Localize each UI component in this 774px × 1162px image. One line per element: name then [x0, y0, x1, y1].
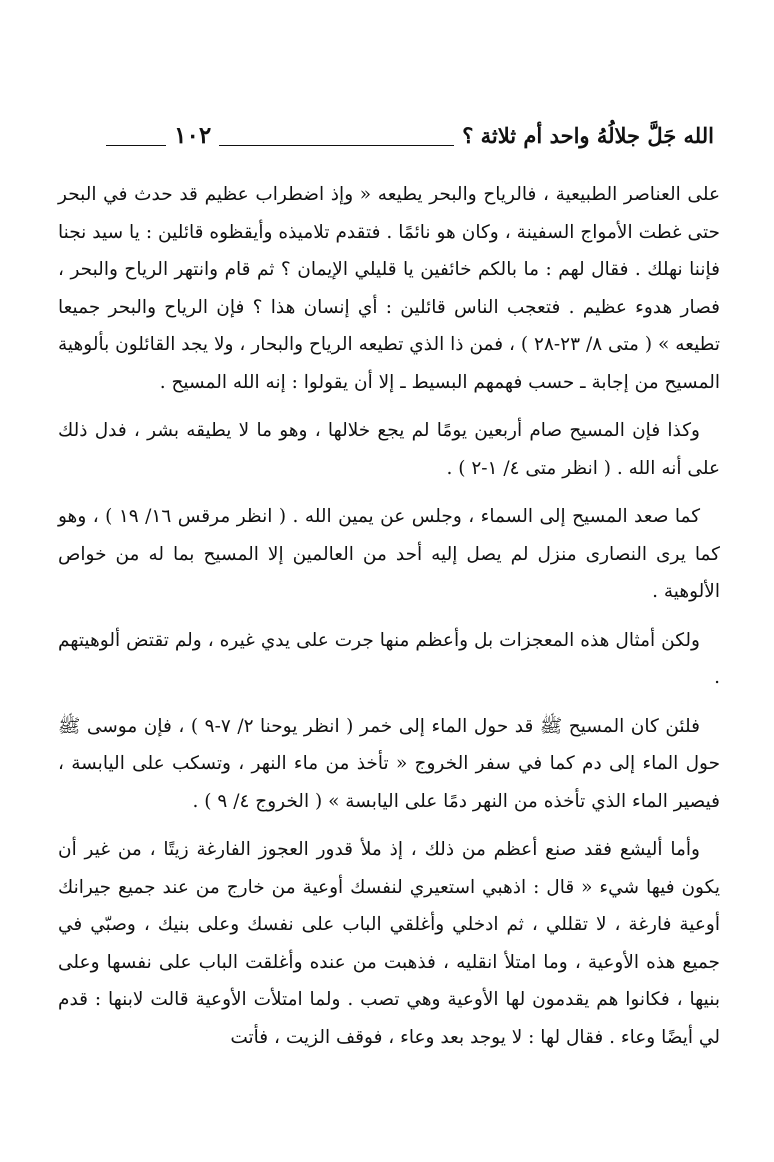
paragraph: ولكن أمثال هذه المعجزات بل وأعظم منها جرت على يدي غيره ، ولم تقتض ألوهيتهم . [58, 629, 720, 688]
paragraph: وأما أليشع فقد صنع أعظم من ذلك ، إذ ملأ قدور العجوز الفارغة زيتًا ، من غير أن يكون فيها شيء « قال : اذهبي استعيري لنفسك أوعية من خارج من عند جميع جيرانك أوعية فارغة ، لا تقللي ، ثم ادخلي وأغلقي الباب على نفسك وعلى بنيك ، وصبّي في جميع هذه الأوعية ، وما امتلأ انقليه ، فذهبت من عنده وأغلقت الباب على نفسها وعلى بنيها ، فكانوا هم يقدمون لها الأوعية وهي تصب . ولما امتلأت الأوعية قالت لابنها : قدم لي أيضًا وعاء . فقال لها : لا يوجد بعد وعاء ، فوقف الزيت ، فأتت [58, 839, 720, 1048]
paragraph: كما صعد المسيح إلى السماء ، وجلس عن يمين الله . ( انظر مرقس ١٦/ ١٩ ) ، وهو كما يرى النصارى منزل لم يصل إليه أحد من العالمين إلا المسيح بما له من خواص الألوهية . [58, 506, 720, 602]
body-text [58, 176, 720, 1067]
header-rule-short [106, 145, 166, 146]
header-rule [219, 145, 454, 146]
running-header [62, 118, 714, 152]
paragraph: وكذا فإن المسيح صام أربعين يومًا لم يجع خلالها ، وهو ما لا يطيقه بشر ، فدل ذلك على أنه الله . ( انظر متى ٤/ ١-٢ ) . [58, 420, 720, 479]
running-title: الله جَلَّ جلالُهُ واحد أم ثلاثة ؟ [462, 122, 714, 148]
paragraph: فلئن كان المسيح ﷺ قد حول الماء إلى خمر ( انظر يوحنا ٢/ ٧-٩ ) ، فإن موسى ﷺ حول الماء إلى دم كما في سفر الخروج « تأخذ من ماء النهر ، وتسكب على اليابسة ، فيصير الماء الذي تأخذه من النهر دمًا على اليابسة » ( الخروج ٤/ ٩ ) . [58, 715, 720, 812]
paragraph: على العناصر الطبيعية ، فالرياح والبحر يطيعه « وإذ اضطراب عظيم قد حدث في البحر حتى غطت الأمواج السفينة ، وكان هو نائمًا . فتقدم تلاميذه وأيقظوه قائلين : يا سيد نجنا فإننا نهلك . فقال لهم : ما بالكم خائفين يا قليلي الإيمان ؟ ثم قام وانتهر الرياح والبحر ، فصار هدوء عظيم . فتعجب الناس قائلين : أي إنسان هذا ؟ فإن الرياح والبحر جميعا تطيعه » ( متى ٨/ ٢٣-٢٨ ) ، فمن ذا الذي تطيعه الرياح والبحار ، ولا يجد القائلون بألوهية المسيح من إجابة ـ حسب فهمهم البسيط ـ إلا أن يقولوا : إنه الله المسيح . [58, 184, 720, 393]
page-number: ١٠٢ [174, 121, 212, 149]
